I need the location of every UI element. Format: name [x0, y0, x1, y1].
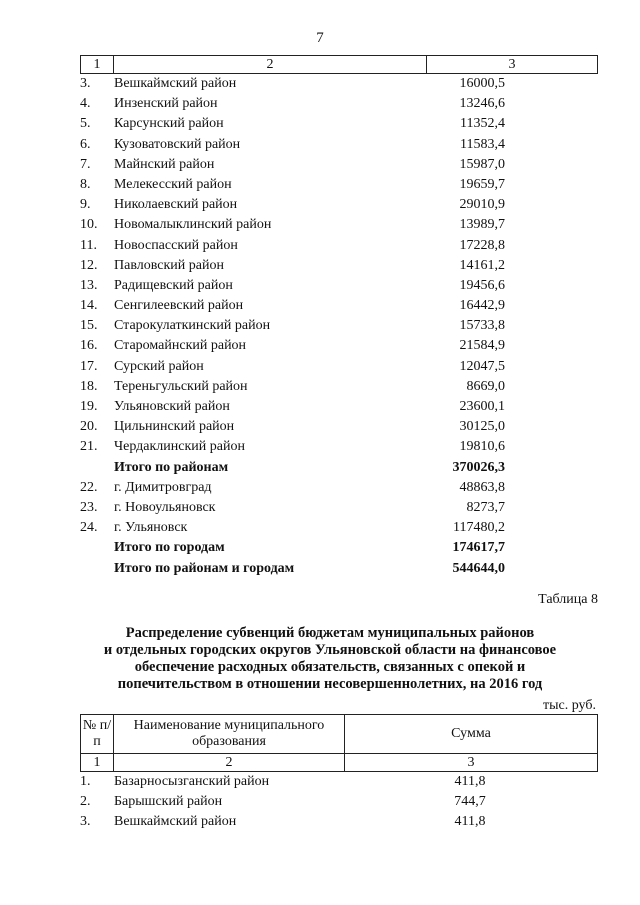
- row-number: 22.: [80, 479, 98, 495]
- table-row: [0, 417, 640, 437]
- row-value: 48863,8: [459, 479, 505, 495]
- row-value: 370026,3: [452, 459, 505, 475]
- units-label: тыс. руб.: [543, 698, 596, 713]
- row-number: 14.: [80, 298, 98, 314]
- table-row: [0, 135, 640, 155]
- row-name: г. Ульяновск: [114, 520, 188, 536]
- row-value: 8669,0: [466, 378, 505, 394]
- row-name: г. Димитровград: [114, 479, 212, 495]
- row-number: 7.: [80, 156, 91, 172]
- row-value: 411,8: [454, 774, 486, 789]
- numbering-col1: 1: [93, 754, 101, 770]
- table8-label: Таблица 8: [538, 592, 598, 607]
- row-name: Итого по районам и городам: [114, 560, 295, 576]
- row-name: Старомайнский район: [114, 338, 247, 354]
- table8-body: [0, 772, 640, 833]
- table7-body: [0, 74, 640, 579]
- table-row: [0, 236, 640, 256]
- row-value: 16442,9: [459, 298, 505, 314]
- page-number: 7: [316, 30, 324, 46]
- row-number: 6.: [80, 136, 91, 152]
- row-value: 15733,8: [459, 318, 505, 334]
- row-value: 19810,6: [459, 439, 505, 455]
- table-row: [0, 377, 640, 397]
- row-value: 411,8: [454, 814, 486, 830]
- table-row: [0, 114, 640, 134]
- table8-header-row: [81, 715, 597, 754]
- row-name: Карсунский район: [114, 116, 224, 132]
- row-name: Сурский район: [114, 358, 204, 374]
- table-row: [0, 195, 640, 215]
- table-row: [0, 812, 640, 832]
- row-value: 19456,6: [459, 277, 505, 293]
- row-value: 11583,4: [460, 136, 505, 152]
- table-row: [0, 94, 640, 114]
- row-name: Новоспасский район: [114, 237, 238, 253]
- row-value: 21584,9: [459, 338, 505, 354]
- table-row: [0, 538, 640, 558]
- table-row: [0, 175, 640, 195]
- row-value: 17228,8: [459, 237, 505, 253]
- row-value: 174617,7: [452, 540, 505, 556]
- numbering-col2: 2: [225, 754, 233, 770]
- row-number: 5.: [80, 116, 91, 132]
- header-col-name: Наименование муниципального образования: [133, 718, 325, 749]
- row-value: 19659,7: [459, 176, 505, 192]
- row-value: 544644,0: [452, 560, 505, 576]
- numbering-col3: 3: [467, 754, 475, 770]
- row-name: Чердаклинский район: [114, 439, 245, 455]
- row-name: Вешкаймский район: [114, 814, 237, 830]
- table-row: [0, 772, 640, 792]
- row-name: Радищевский район: [114, 277, 233, 293]
- row-value: 744,7: [454, 794, 486, 810]
- row-value: 29010,9: [459, 197, 505, 213]
- row-name: Кузоватовский район: [114, 136, 241, 152]
- table8-title-line: обеспечение расходных обязательств, связанных с опекой и: [134, 659, 526, 675]
- table-row: [0, 478, 640, 498]
- table-row: [0, 155, 640, 175]
- header-col-number: № п/п: [82, 718, 112, 749]
- row-name: Итого по городам: [114, 540, 225, 556]
- row-number: 4.: [80, 96, 91, 112]
- row-number: 24.: [80, 520, 98, 536]
- table8-title-line: и отдельных городских округов Ульяновской области на финансовое: [103, 642, 557, 658]
- table-row: [0, 518, 640, 538]
- table7-header-row: [80, 55, 598, 74]
- row-number: 2.: [80, 794, 91, 810]
- row-number: 18.: [80, 378, 98, 394]
- row-name: г. Новоульяновск: [114, 499, 216, 515]
- table-row: [0, 336, 640, 356]
- table-row: [0, 316, 640, 336]
- row-name: Ульяновский район: [114, 399, 230, 414]
- row-name: Базарносызганский район: [114, 774, 270, 789]
- table-row: [0, 458, 640, 478]
- row-number: 1.: [80, 774, 91, 789]
- table8-numbering-row: [81, 754, 597, 771]
- row-number: 11.: [80, 237, 97, 253]
- row-name: Мелекесский район: [114, 176, 232, 192]
- row-name: Николаевский район: [114, 197, 238, 213]
- row-name: Павловский район: [114, 257, 224, 273]
- row-name: Старокулаткинский район: [114, 318, 271, 334]
- row-value: 30125,0: [459, 419, 505, 435]
- row-number: 19.: [80, 399, 98, 414]
- table7-header-col3: 3: [508, 57, 516, 72]
- table-row: [0, 256, 640, 276]
- row-name: Вешкаймский район: [114, 76, 237, 91]
- table-row: [0, 498, 640, 518]
- row-name: Инзенский район: [114, 96, 218, 112]
- row-value: 14161,2: [459, 257, 505, 273]
- table-row: [0, 296, 640, 316]
- table-row: [0, 74, 640, 94]
- row-number: 3.: [80, 814, 91, 830]
- row-number: 3.: [80, 76, 91, 91]
- row-number: 17.: [80, 358, 98, 374]
- row-name: Цильнинский район: [114, 419, 235, 435]
- table-row: [0, 215, 640, 235]
- row-name: Сенгилеевский район: [114, 298, 244, 314]
- table-row: [0, 559, 640, 579]
- row-name: Тереньгульский район: [114, 378, 248, 394]
- table8-header: [80, 714, 598, 772]
- row-number: 12.: [80, 257, 98, 273]
- table7-header-col1: 1: [93, 57, 101, 72]
- table7-header-col2: 2: [266, 57, 274, 72]
- row-value: 15987,0: [459, 156, 505, 172]
- row-value: 13246,6: [459, 96, 505, 112]
- table8-title-line: попечительством в отношении несовершеннолетних, на 2016 год: [117, 676, 543, 692]
- row-number: 13.: [80, 277, 98, 293]
- row-value: 13989,7: [459, 217, 505, 233]
- row-number: 10.: [80, 217, 98, 233]
- row-value: 117480,2: [453, 520, 505, 536]
- table-row: [0, 437, 640, 457]
- row-value: 12047,5: [459, 358, 505, 374]
- row-value: 8273,7: [466, 499, 505, 515]
- row-value: 16000,5: [459, 76, 505, 91]
- row-name: Майнский район: [114, 156, 215, 172]
- table-row: [0, 357, 640, 377]
- row-value: 23600,1: [459, 399, 505, 414]
- row-name: Барышский район: [114, 794, 223, 810]
- table-row: [0, 792, 640, 812]
- row-number: 21.: [80, 439, 98, 455]
- row-number: 16.: [80, 338, 98, 354]
- header-col-sum: Сумма: [451, 726, 491, 741]
- table8-title: [60, 625, 600, 693]
- row-number: 23.: [80, 499, 98, 515]
- row-number: 8.: [80, 176, 91, 192]
- table-row: [0, 397, 640, 417]
- row-number: 15.: [80, 318, 98, 334]
- table-row: [0, 276, 640, 296]
- row-name: Итого по районам: [114, 459, 229, 475]
- row-value: 11352,4: [460, 116, 505, 132]
- row-name: Новомалыклинский район: [114, 217, 272, 233]
- table8-title-line: Распределение субвенций бюджетам муниципальных районов: [125, 625, 535, 641]
- row-number: 9.: [80, 197, 91, 213]
- row-number: 20.: [80, 419, 98, 435]
